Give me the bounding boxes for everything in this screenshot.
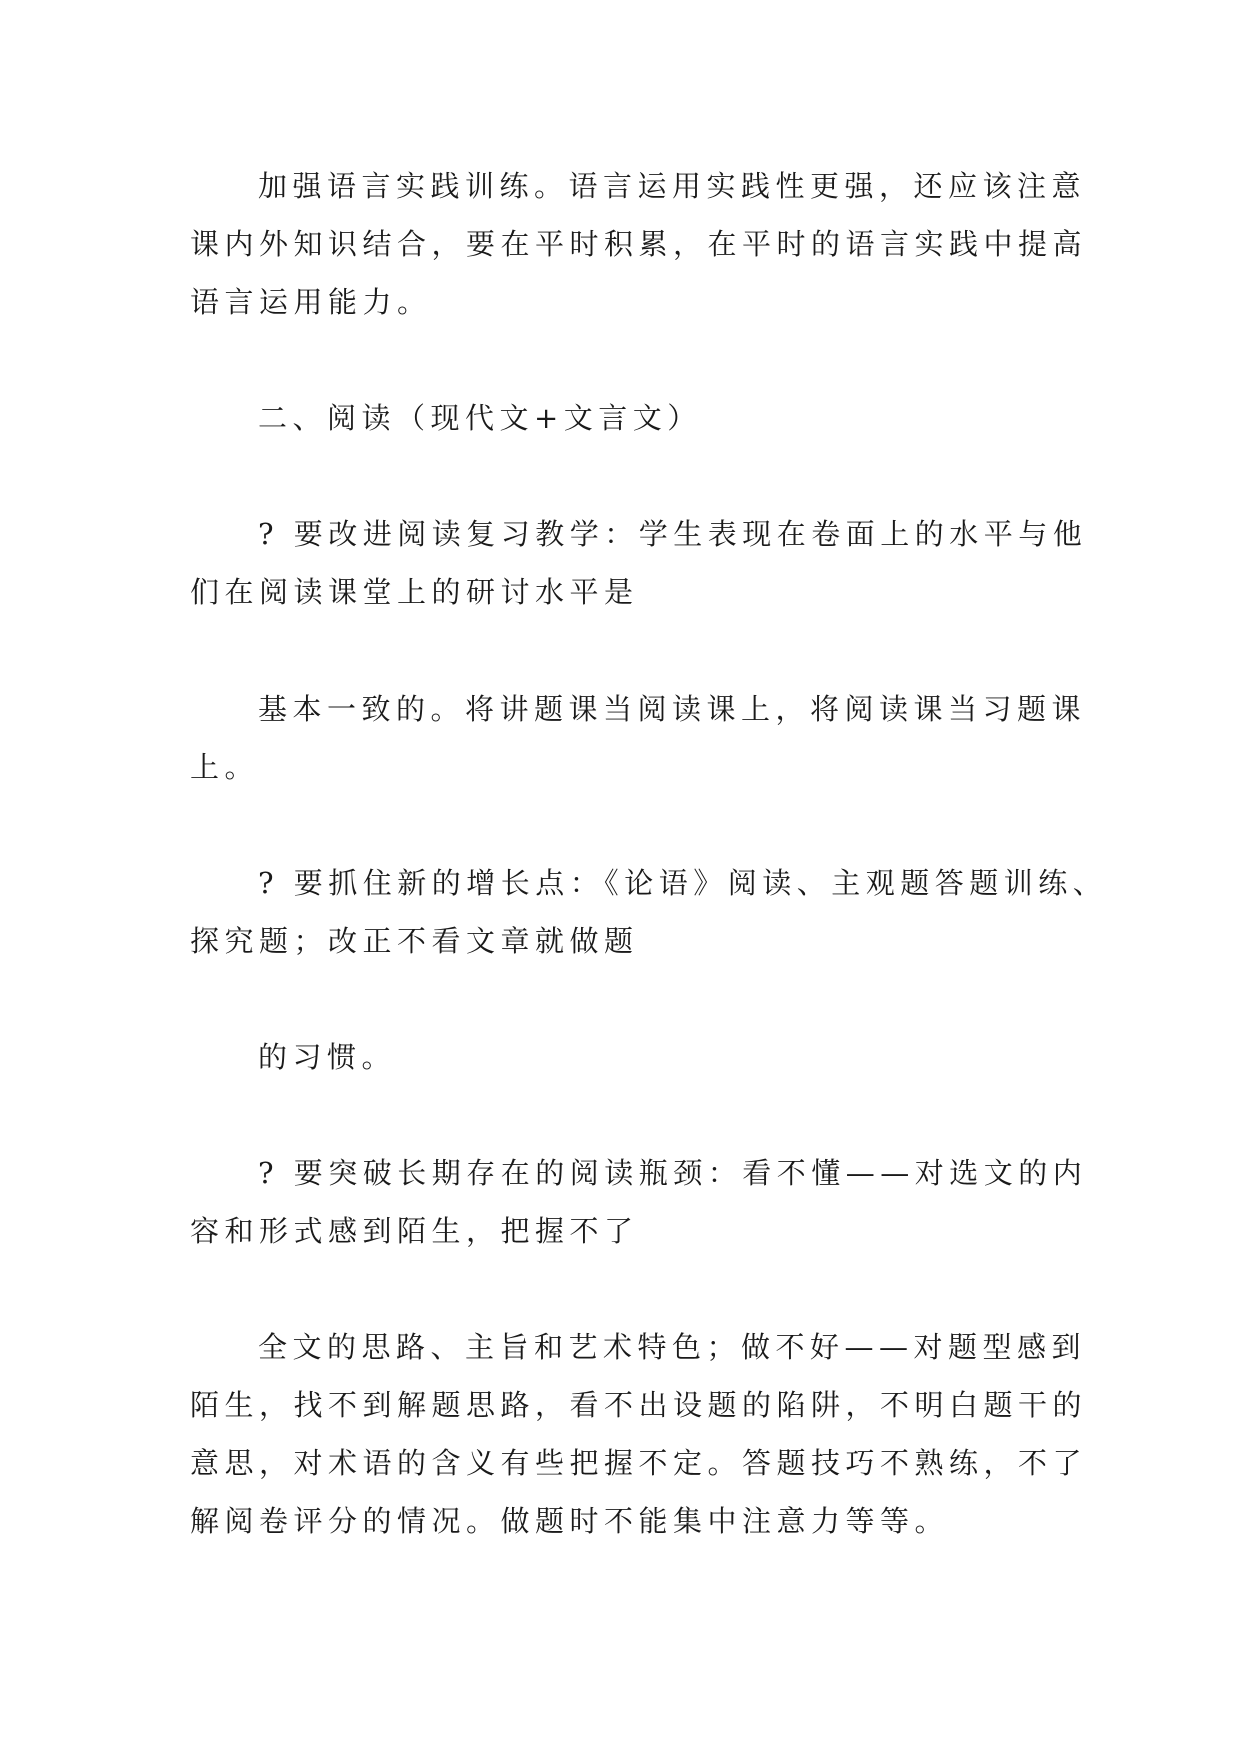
- paragraph-line: 基本一致的。将讲题课当阅读课上，将阅读课当习题课: [258, 692, 1087, 726]
- paragraph-line: 容和形式感到陌生，把握不了: [190, 1214, 639, 1248]
- paragraph-line: 探究题；改正不看文章就做题: [190, 924, 639, 958]
- paragraph-line: 加强语言实践训练。语言运用实践性更强，还应该注意: [258, 169, 1087, 203]
- paragraph-line: 语言运用能力。: [190, 285, 432, 319]
- paragraph-line: 全文的思路、主旨和艺术特色；做不好——对题型感到: [258, 1330, 1087, 1364]
- section-heading: 二、阅读（现代文+文言文）: [258, 401, 702, 435]
- paragraph-line: ? 要抓住新的增长点：《论语》阅读、主观题答题训练、: [258, 866, 1108, 900]
- paragraph-line: 陌生，找不到解题思路，看不出设题的陷阱，不明白题干的: [190, 1388, 1088, 1422]
- paragraph-line: 意思，对术语的含义有些把握不定。答题技巧不熟练，不了: [190, 1446, 1088, 1480]
- paragraph-line: ? 要改进阅读复习教学：学生表现在卷面上的水平与他: [258, 517, 1088, 551]
- paragraph-line: 课内外知识结合，要在平时积累，在平时的语言实践中提高: [190, 227, 1088, 261]
- paragraph-line: 们在阅读课堂上的研讨水平是: [190, 575, 639, 609]
- paragraph-line: 的习惯。: [258, 1040, 397, 1074]
- paragraph-line: 解阅卷评分的情况。做题时不能集中注意力等等。: [190, 1504, 950, 1538]
- paragraph-line: ? 要突破长期存在的阅读瓶颈：看不懂——对选文的内: [258, 1156, 1088, 1190]
- paragraph-line: 上。: [190, 750, 260, 784]
